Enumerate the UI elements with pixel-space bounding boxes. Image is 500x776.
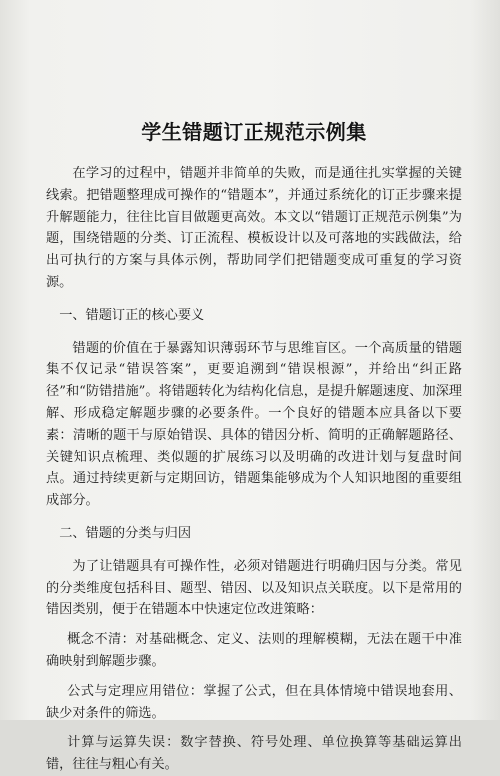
section-heading-core: 一、错题订正的核心要义 bbox=[59, 307, 205, 323]
intro-paragraph: 在学习的过程中，错题并非简单的失败，而是通往扎实掌握的关键线索。把错题整理成可操作的“错题本”，并通过系统化的订正步骤来提升解题能力，往往比盲目做题更高效。本文以“错题订正规范示例集”为题，围绕错题的分类、订正流程、模板设计以及可落地的实践做法，给出可执行的方案与具体示例，帮助同学们把错题变成可重复的学习资源。 bbox=[46, 166, 462, 290]
section-heading-classification: 二、错题的分类与归因 bbox=[59, 525, 192, 541]
error-type-item-concept: 概念不清：对基础概念、定义、法则的理解模糊，无法在题干中准确映射到解题步骤。 bbox=[46, 632, 462, 669]
section-body-core: 错题的价值在于暴露知识薄弱环节与思维盲区。一个高质量的错题集不仅记录“错误答案”，更要追溯到“错误根源”，并给出“纠正路径”和“防错措施”。将错题转化为结构化信息，是提升解题速度、加深理解、形成稳定解题步骤的必要条件。一个良好的错题本应具备以下要素：清晰的题干与原始错误、具体的错因分析、简明的正确解题路径、关键知识点梳理、类似题的扩展练习以及明确的改进计划与复盘时间点。通过持续更新与定期回访，错题集能够成为个人知识地图的重要组成部分。 bbox=[46, 340, 462, 509]
error-type-item-calculation: 计算与运算失误：数字替换、符号处理、单位换算等基础运算出错，往往与粗心有关。 bbox=[46, 735, 462, 773]
error-type-item-formula: 公式与定理应用错位：掌握了公式，但在具体情境中错误地套用、缺少对条件的筛选。 bbox=[46, 683, 462, 721]
document-title: 学生错题订正规范示例集 bbox=[141, 120, 367, 144]
section-body-classification: 为了让错题具有可操作性，必须对错题进行明确归因与分类。常见的分类维度包括科目、题型、错因、以及知识点关联度。以下是常用的错因类别，便于在错题本中快速定位改进策略： bbox=[46, 558, 462, 618]
